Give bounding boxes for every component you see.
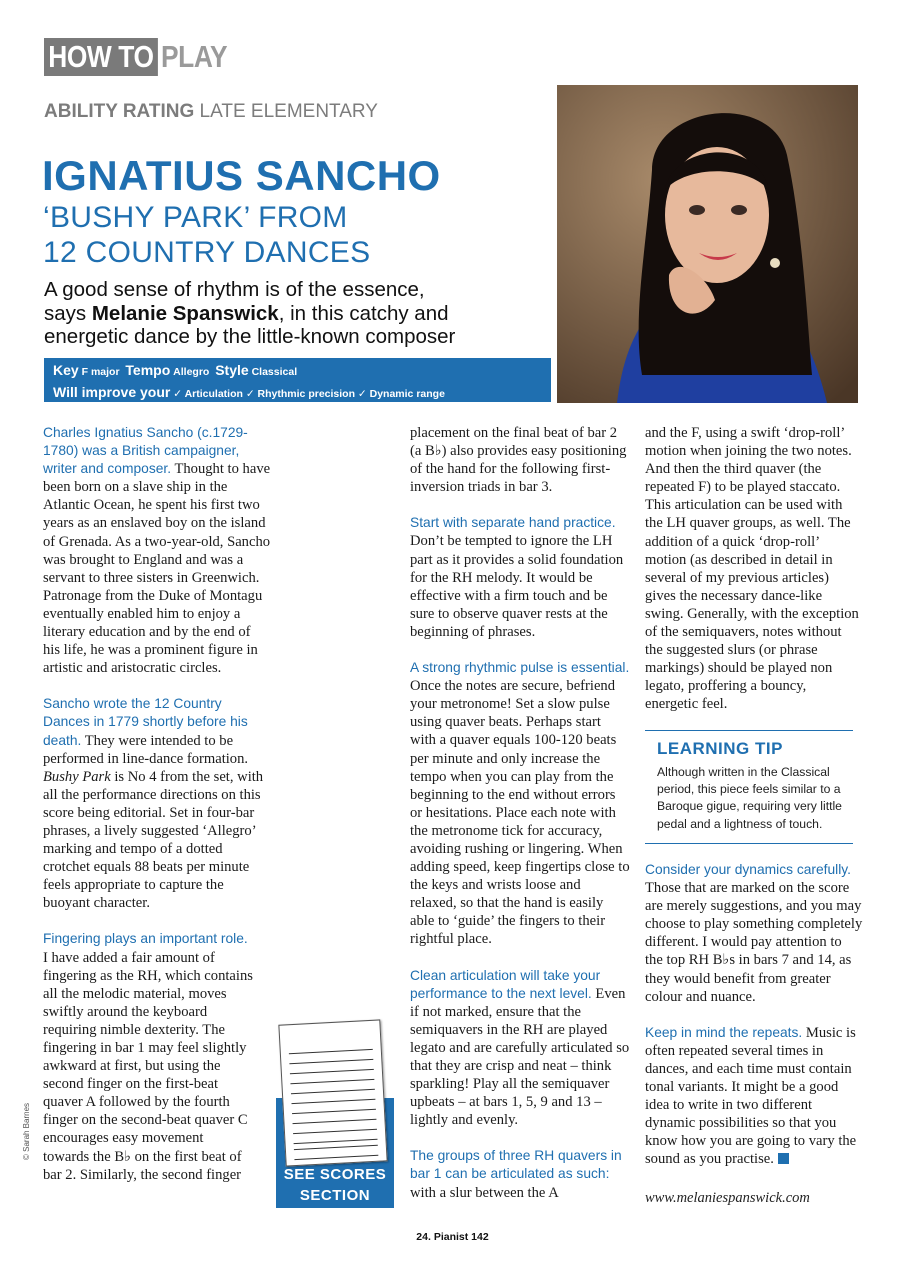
paragraph — [410, 659, 630, 949]
section-header — [44, 38, 239, 76]
staff-line — [290, 1069, 374, 1084]
paragraph-body: is No 4 from the set, with all the performance directions on this score being editorial. Set in four-bar phrases, a lively suggested ‘Allegro’ marking and tempo of a dotted crotchet equals 88 beats per minute feels appropriate to capture the buoyant character. — [43, 768, 264, 912]
magazine-issue: Pianist 142 — [433, 1231, 489, 1243]
learning-tip-text: Although written in the Classical period, this piece feels similar to a Baroque gigue, requiring very little pedal and a lightness of touch. — [657, 765, 842, 831]
paragraph — [410, 424, 630, 496]
paragraph — [410, 1147, 630, 1201]
paragraph-lead: Start with separate hand practice. — [410, 515, 616, 531]
paragraph — [410, 967, 630, 1130]
paragraph-body: They were intended to be performed in line-dance formation. — [43, 732, 249, 767]
staff-line — [294, 1145, 378, 1160]
improve-label: Will improve your — [53, 384, 171, 400]
paragraph-lead: Clean articulation will take your performance to the next level. — [410, 967, 601, 1001]
paragraph-body: I have added a fair amount of fingering as the RH, which contains all the melodic material, moves swiftly around the keyboard requiring nimble dexterity. The fingering in bar 1 may feel slightly awkward at first, but using the second finger on the first-beat quaver A followed by the fourth finger on the second-beat quaver C encourages easy movement towards the B♭ on the first beat of bar 2. Similarly, the second finger — [43, 949, 253, 1183]
paragraph-lead: Charles Ignatius Sancho (c.1729-1780) was a British campaigner, writer and composer. — [43, 425, 248, 477]
improve-items: ✓ Articulation ✓ Rhythmic precision ✓ Dynamic range — [173, 388, 445, 400]
paragraph-body: Even if not marked, ensure that the semiquavers in the RH are played legato and are carefully articulated so that they are crisp and neat – think sparkling! Play all the semiquaver upbeats – at bars 1, 5, 9 and 13 – lightly and evenly. — [410, 985, 630, 1129]
paragraph — [43, 424, 271, 677]
ability-label: ABILITY RATING — [44, 101, 195, 122]
see-scores-line-1: SEE SCORES — [283, 1166, 387, 1183]
staff-line — [292, 1109, 376, 1124]
article-column-2 — [410, 424, 630, 1220]
paragraph-body: placement on the final beat of bar 2 (a B♭) also provides easy positioning of the hand for the following first-inversion triads in bar 3. — [410, 425, 627, 496]
paragraph-body: Those that are marked on the score are merely suggestions, and you may choose to play something completely different. I would pay attention to the top RH B♭s in bars 7 and 14, as they would benefit from greater colour and nuance. — [645, 880, 863, 1005]
portrait-image — [557, 85, 858, 403]
paragraph — [43, 930, 253, 1183]
photo-credit: © Sarah Barnes — [22, 1102, 31, 1160]
tempo-label: Tempo — [125, 362, 171, 378]
page-footer: 24. Pianist 142 — [416, 1231, 489, 1243]
paragraph-body: Music is often repeated several times in dances, and each time must contain tonal variants. It might be a good idea to write in two different dynamic possibilities so that you know how you are going to vary the sound as you practise. — [645, 1024, 857, 1168]
paragraph — [645, 424, 863, 714]
section-label-box: HOW TO — [44, 38, 158, 76]
subtitle-line-1: ‘BUSHY PARK’ FROM — [43, 201, 348, 234]
key-value: F major — [81, 366, 120, 378]
author-website-link[interactable]: www.melaniespanswick.com — [645, 1190, 810, 1206]
key-info-bar — [44, 358, 551, 402]
paragraph-lead: A strong rhythmic pulse is essential. — [410, 660, 630, 676]
paragraph-lead: The groups of three RH quavers in bar 1 can be articulated as such: — [410, 1148, 622, 1182]
see-scores-label[interactable] — [276, 1164, 394, 1206]
paragraph-lead: Fingering plays an important role. — [43, 931, 248, 947]
see-scores-line-2: SECTION — [299, 1187, 371, 1204]
piece-title-italic: Bushy Park — [43, 768, 111, 785]
standfirst — [44, 278, 464, 349]
learning-tip-box — [645, 730, 853, 844]
staff-line — [291, 1089, 375, 1104]
paragraph-body: Don’t be tempted to ignore the LH part as it provides a solid foundation for the RH melody. It would be effective with a firm touch and be sure to observe quaver rests at the beginning of phrases. — [410, 533, 624, 640]
paragraph — [645, 861, 863, 1006]
standfirst-part-b: , in this catchy and energetic dance by the little-known composer — [44, 301, 456, 348]
style-label: Style — [215, 362, 249, 378]
paragraph-body: and the F, using a swift ‘drop-roll’ motion when joining the two notes. And then the third quaver (the repeated F) to be played staccato. This articulation can be used with the LH quaver groups, as well. The addition of a quick ‘drop-roll’ motion (as described in detail in several of my previous articles) gives the necessary dance-like swing. Generally, with the exception of the semiquavers, notes without the suggested slurs (or phrase markings) should be played non legato, proffering a bouncy, energetic feel. — [645, 425, 859, 713]
paragraph-body: Thought to have been born on a slave ship in the Atlantic Ocean, he spent his first two years as an enslaved boy on the island of Grenada. As a two-year-old, Sancho was brought to England and was a servant to three sisters in Greenwich. Patronage from the Duke of Montagu eventually enabled him to enjoy a literary education and by the end of his life, he was a prominent figure in artistic and aristocratic circles. — [43, 461, 271, 677]
ability-value: LATE ELEMENTARY — [199, 101, 378, 122]
style-value: Classical — [251, 366, 298, 378]
article-column-1 — [43, 424, 271, 1202]
paragraph-lead: Consider your dynamics carefully. — [645, 862, 852, 877]
paragraph — [645, 1024, 863, 1169]
ability-rating — [44, 101, 378, 123]
page-title: IGNATIUS SANCHO — [42, 152, 441, 199]
article-column-3-continued — [645, 861, 863, 1187]
section-label-rest: PLAY — [160, 39, 228, 74]
standfirst-author: Melanie Spanswick — [91, 301, 279, 325]
paragraph-lead: Sancho wrote the 12 Country Dances in 1779 shortly before his death. — [43, 696, 248, 748]
paragraph-body: Once the notes are secure, befriend your metronome! Set a slow pulse using quaver beats. Perhaps start with a quaver equals 100-120 beats per minute and only increase the tempo when you can play from the beginning to the end without errors or hesitations. Place each note with the metronome tick for accuracy, avoiding rushing or lingering. When adding speed, keep fingertips close to the keys and wrists loose and relaxed, so that the hand is easily able to ‘guide’ the fingers to their rightful place. — [410, 678, 630, 948]
author-photo — [557, 85, 858, 403]
learning-tip-heading: LEARNING TIP — [657, 739, 783, 758]
score-thumbnail — [278, 1019, 387, 1166]
end-mark-icon — [778, 1153, 789, 1164]
subtitle-line-2: 12 COUNTRY DANCES — [43, 236, 371, 269]
tempo-value: Allegro — [173, 366, 210, 378]
key-label: Key — [53, 362, 79, 378]
paragraph — [43, 695, 271, 912]
paragraph-body: with a slur between the A — [410, 1184, 559, 1201]
paragraph — [410, 514, 630, 641]
article-column-3 — [645, 424, 863, 732]
paragraph-lead: Keep in mind the repeats. — [645, 1024, 803, 1040]
key-info-row-1 — [53, 360, 541, 382]
staff-line — [289, 1049, 373, 1064]
page-subtitle — [43, 200, 370, 270]
key-info-row-2 — [53, 382, 541, 404]
standfirst-part-a: A good sense of rhythm is of the essence, says — [44, 278, 425, 325]
page-number: 24 — [416, 1231, 428, 1243]
staff-line — [293, 1129, 377, 1144]
